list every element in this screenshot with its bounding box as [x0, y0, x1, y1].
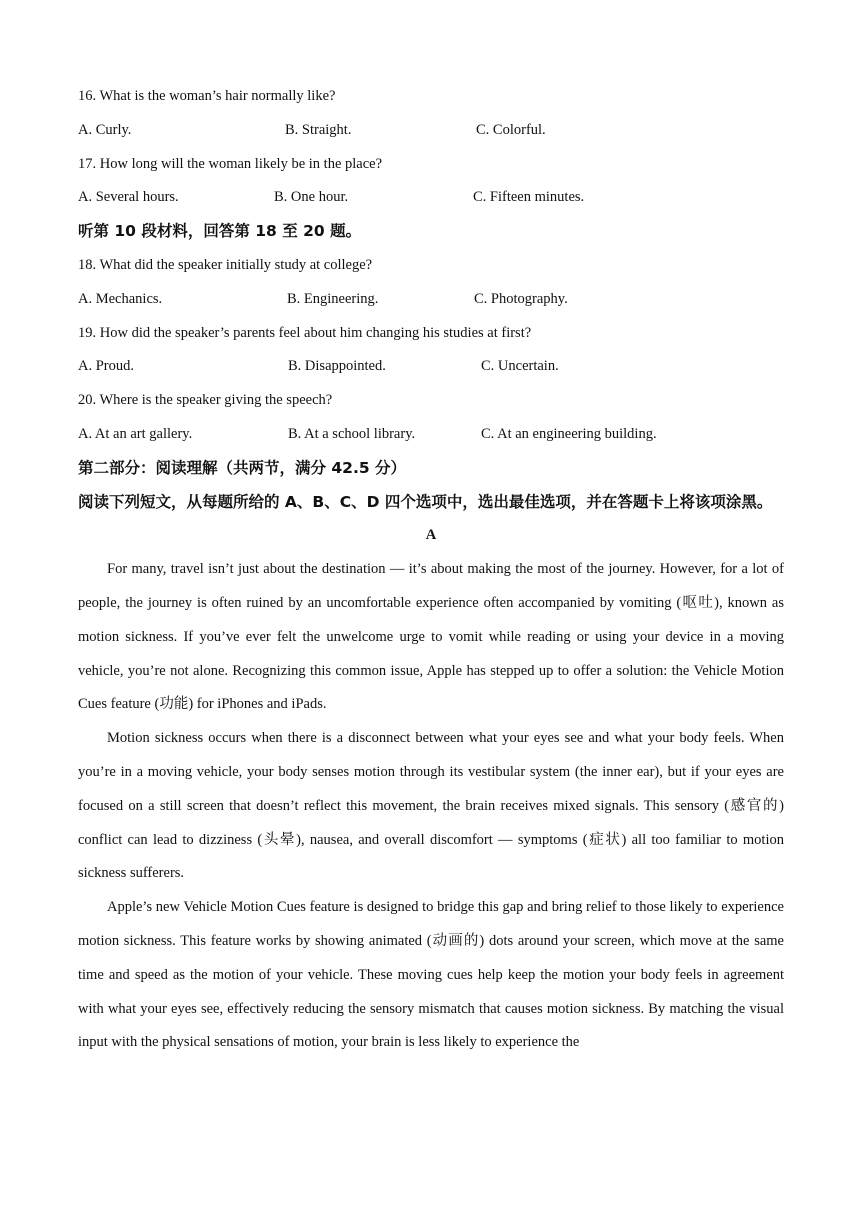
- question-16: 16. What is the woman’s hair normally like?: [78, 88, 336, 104]
- option-a: A. Proud.: [78, 358, 134, 375]
- passage-paragraph-1: For many, travel isn’t just about the destination — it’s about making the most of the journey. However, for a lot of people, the journey is often ruined by an uncomfortable experience often accompanied by vomiting (呕吐), known as motion sickness. If you’ve ever felt the unwelcome urge to vomit while reading or using your device in a moving vehicle, you’re not alone. Recognizing this common issue, Apple has stepped up to offer a solution: the Vehicle Motion Cues feature (功能) for iPhones and iPads.: [78, 561, 784, 713]
- option-c: C. Colorful.: [476, 121, 546, 138]
- section-10-heading: 听第 10 段材料，回答第 18 至 20 题。: [78, 222, 362, 241]
- passage-label: A: [425, 527, 437, 544]
- question-18: 18. What did the speaker initially study at college?: [78, 256, 373, 273]
- question-16-options: [78, 114, 784, 148]
- option-a: A. Mechanics.: [78, 290, 163, 307]
- option-b: B. At a school library.: [288, 425, 416, 442]
- passage-paragraph-3: Apple’s new Vehicle Motion Cues feature is designed to bridge this gap and bring relief to those likely to experience motion sickness. This feature works by showing animated (动画的) dots around your screen, which move at the same time and speed as the motion of your vehicle. These moving cues help keep the motion your body feels in agreement with what your eyes see, effectively reducing the sensory mismatch that causes motion sickness. By matching the visual input with the physical sensations of motion, your brain is less likely to experience the: [78, 899, 784, 1051]
- part2-heading: 第二部分：阅读理解（共两节，满分 42.5 分）: [78, 458, 407, 477]
- option-a: A. Curly.: [78, 121, 132, 138]
- option-a: A. At an art gallery.: [78, 425, 193, 442]
- option-c: C. Uncertain.: [481, 358, 559, 375]
- question-17: 17. How long will the woman likely be in the place?: [78, 155, 383, 172]
- question-19: 19. How did the speaker’s parents feel about him changing his studies at first?: [78, 324, 532, 341]
- question-17-options: [78, 181, 784, 215]
- option-c: C. Fifteen minutes.: [473, 189, 585, 206]
- option-b: B. Engineering.: [287, 290, 379, 307]
- exam-page: [78, 80, 784, 1060]
- option-a: A. Several hours.: [78, 189, 179, 206]
- question-20: 20. Where is the speaker giving the speech?: [78, 392, 333, 409]
- option-c: C. At an engineering building.: [481, 425, 657, 442]
- question-20-options: [78, 418, 784, 452]
- option-b: B. One hour.: [274, 189, 349, 206]
- option-c: C. Photography.: [474, 290, 568, 307]
- option-b: B. Straight.: [285, 121, 352, 138]
- question-18-options: [78, 283, 784, 317]
- option-b: B. Disappointed.: [288, 358, 386, 375]
- part2-instruction: 阅读下列短文，从每题所给的 A、B、C、D 四个选项中，选出最佳选项，并在答题卡上将该项涂黑。: [78, 492, 773, 511]
- passage-paragraph-2: Motion sickness occurs when there is a disconnect between what your eyes see and what your body feels. When you’re in a moving vehicle, your body senses motion through its vestibular system (the inner ear), but if your eyes are focused on a still screen that doesn’t reflect this movement, the brain receives mixed signals. This sensory (感官的) conflict can lead to dizziness (头晕), nausea, and overall discomfort — symptoms (症状) all too familiar to motion sickness sufferers.: [78, 730, 784, 882]
- question-19-options: [78, 350, 784, 384]
